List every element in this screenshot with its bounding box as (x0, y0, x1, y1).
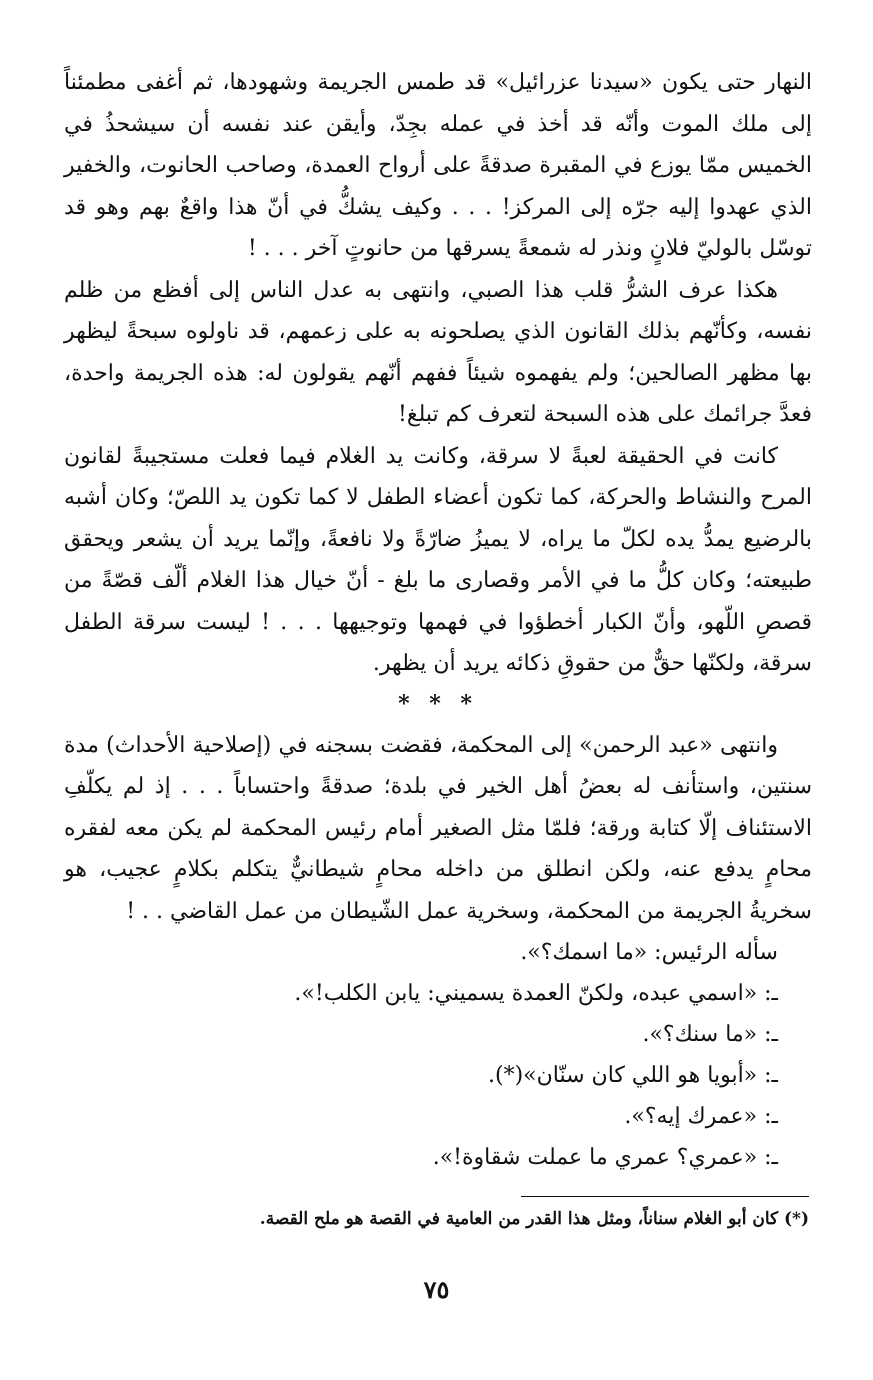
dialogue-line-5: ـ: «عمرك إيه؟». (624, 1104, 778, 1129)
dialogue-line-1: سأله الرئيس: «ما اسمك؟». (520, 940, 778, 965)
footnote: (*) كان أبو الغلام سناناً، ومثل هذا القدر من العامية في القصة هو ملح القصة. (259, 1209, 809, 1229)
footnote-divider (521, 1196, 809, 1197)
page-body (64, 62, 812, 1178)
dialogue-line-4: ـ: «أبويا هو اللي كان سنّان»(*). (488, 1063, 778, 1088)
dialogue-line-3: ـ: «ما سنك؟». (642, 1022, 778, 1047)
paragraph-1: النهار حتى يكون «سيدنا عزرائيل» قد طمس الجريمة وشهودها، ثم أغفى مطمئناً إلى ملك الموت وأنّه قد أخذ في عمله بجِدّ، وأيقن عند نفسه أن سيشحذُ في الخميس ممّا يوزع في المقبرة صدقةً على أرواح العمدة، وصاحب الحانوت، والخفير الذي عهدوا إليه جرّه إلى المركز! . . . وكيف يشكُّ في أنّ هذا واقعٌ بهم وهو قد توسّل بالوليّ فلانٍ ونذر له شمعةً يسرقها من حانوتٍ آخر . . . ! (64, 70, 812, 261)
page-number: ٧٥ (423, 1275, 450, 1304)
dialogue-line-2: ـ: «اسمي عبده، ولكنّ العمدة يسميني: يابن الكلب!». (294, 981, 778, 1006)
paragraph-3: كانت في الحقيقة لعبةً لا سرقة، وكانت يد الغلام فيما فعلت مستجيبةً لقانون المرح والنشاط والحركة، كما تكون أعضاء الطفل لا كما تكون يد اللصّ؛ وكان أشبه بالرضيع يمدُّ يده لكلّ ما يراه، لا يميزُ ضارّةً ولا نافعةً، وإنّما يريد أن يشعر ويحقق طبيعته؛ وكان كلُّ ما في الأمر وقصارى ما بلغ - أنّ خيال هذا الغلام ألّف قصّةً من قصصِ اللّهو، وأنّ الكبار أخطؤوا في فهمها وتوجيهها . . . ! ليست سرقة الطفل سرقة، ولكنّها حقٌّ من حقوقِ ذكائه يريد أن يظهر. (64, 443, 812, 676)
dialogue-line-6: ـ: «عمري؟ عمري ما عملت شقاوة!». (432, 1145, 778, 1170)
paragraph-4: وانتهى «عبد الرحمن» إلى المحكمة، فقضت بسجنه في (إصلاحية الأحداث) مدة سنتين، واستأنف له بعضُ أهل الخير في بلدة؛ صدقةً واحتساباً . . . إذ لم يكلّفِ الاستئناف إلّا كتابة ورقة؛ فلمّا مثل الصغير أمام رئيس المحكمة لم يكن معه لفقره محامٍ يدفع عنه، ولكن انطلق من داخله محامٍ شيطانيٌّ يتكلم بكلامٍ عجيب، هو سخريةُ الجريمة من المحكمة، وسخرية عمل الشّيطان من عمل القاضي . . ! (64, 732, 812, 924)
section-separator: * * * (398, 690, 478, 717)
dialogue-list (64, 932, 812, 1178)
paragraph-2: هكذا عرف الشرُّ قلب هذا الصبي، وانتهى به عدل الناس إلى أفظع من ظلم نفسه، وكأنّهم بذلك القانون الذي يصلحونه به على زعمهم، قد ناولوه سبحةً ليظهر بها مظهر الصالحين؛ ولم يفهموه شيئاً ففهم أنّهم يقولون له: هذه الجريمة واحدة، فعدَّ جرائمك على هذه السبحة لتعرف كم تبلغ! (64, 277, 812, 427)
